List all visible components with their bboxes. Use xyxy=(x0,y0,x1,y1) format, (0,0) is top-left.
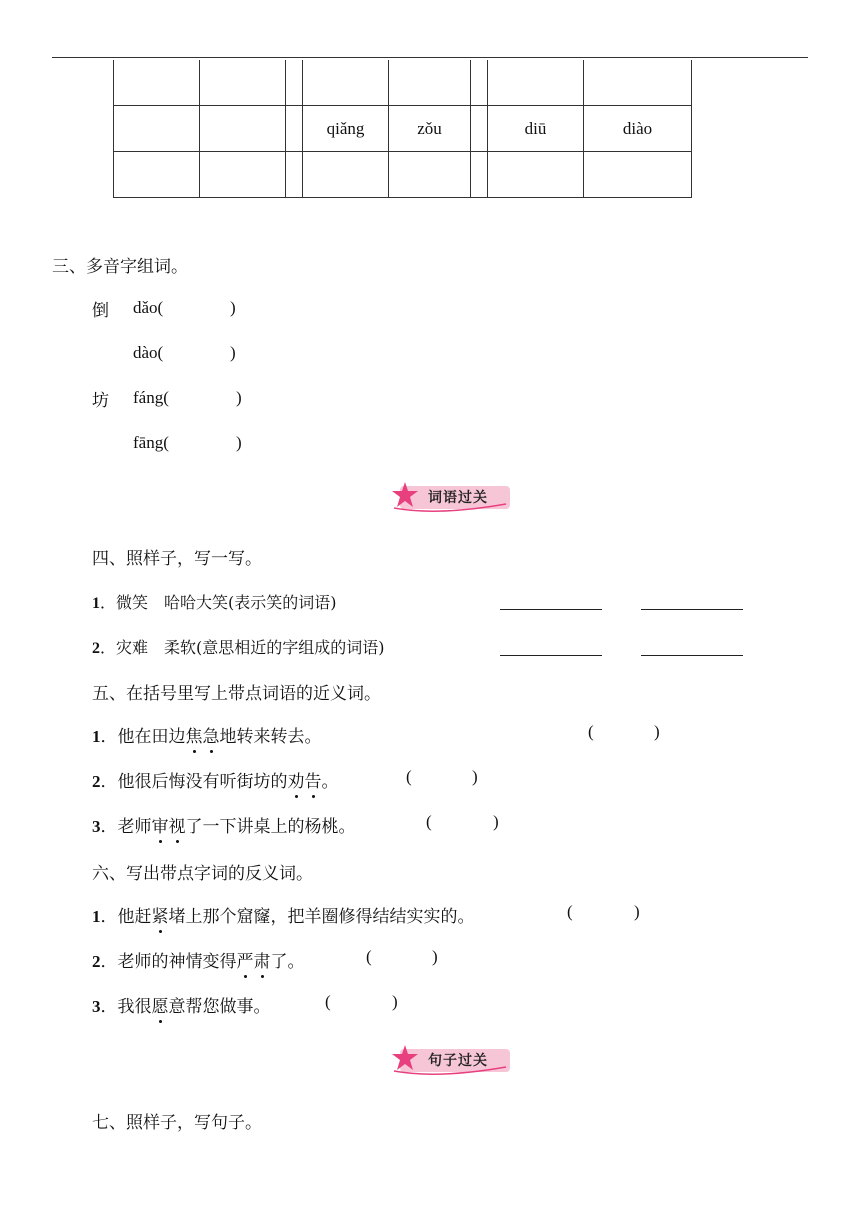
paren-open: ( xyxy=(567,902,573,921)
paren-open: ( xyxy=(406,767,412,786)
paren-close: ) xyxy=(392,992,398,1011)
list-item: 1．他在田边焦急地转来转去。 xyxy=(92,727,322,747)
table-row xyxy=(114,152,692,198)
paren-close: ) xyxy=(654,722,660,741)
polyphone-char: 坊 xyxy=(92,391,109,411)
pinyin-reading: fáng( xyxy=(133,388,169,407)
table-cell xyxy=(286,106,303,152)
dotted-char: 视 xyxy=(168,817,186,837)
list-item: 3．我很愿意帮您做事。 xyxy=(92,997,271,1017)
dotted-char: 严 xyxy=(236,952,254,972)
dotted-char: 审 xyxy=(151,817,169,837)
dotted-char: 紧 xyxy=(151,907,169,927)
table-cell xyxy=(200,106,286,152)
section-7-title: 七、照样子，写句子。 xyxy=(92,1113,262,1133)
table-cell: diū xyxy=(488,106,584,152)
answer-blank[interactable] xyxy=(641,655,743,656)
paren-close: ) xyxy=(472,767,478,786)
table-row xyxy=(114,60,692,106)
table-cell: qiǎng xyxy=(303,106,389,152)
pinyin-reading: dào( xyxy=(133,343,164,362)
table-cell xyxy=(471,106,488,152)
table-cell xyxy=(114,106,200,152)
section-4-title: 四、照样子，写一写。 xyxy=(92,549,262,569)
pinyin-table xyxy=(113,60,692,198)
pinyin-reading: dǎo( xyxy=(133,298,164,317)
list-item: 1．他赶紧堵上那个窟窿，把羊圈修得结结实实的。 xyxy=(92,907,475,927)
dotted-char: 急 xyxy=(202,727,220,747)
paren-open: ( xyxy=(588,722,594,741)
paren-open: ( xyxy=(426,812,432,831)
section-3-title: 三、多音字组词。 xyxy=(52,257,188,277)
answer-blank[interactable] xyxy=(641,609,743,610)
section-badge xyxy=(388,480,512,514)
list-item: 1．微笑 哈哈大笑(表示笑的词语) xyxy=(92,593,337,612)
dotted-char: 肃 xyxy=(253,952,271,972)
paren-close: ) xyxy=(230,298,236,317)
section-badge xyxy=(388,1043,512,1077)
paren-close: ) xyxy=(634,902,640,921)
paren-close: ) xyxy=(493,812,499,831)
list-item: 2．他很后悔没有听街坊的劝告。 xyxy=(92,772,339,792)
answer-blank[interactable] xyxy=(500,609,602,610)
dotted-char: 焦 xyxy=(185,727,203,747)
list-item: 2．灾难 柔软(意思相近的字组成的词语) xyxy=(92,638,385,657)
dotted-char: 劝 xyxy=(287,772,305,792)
table-row xyxy=(114,106,692,152)
paren-open: ( xyxy=(325,992,331,1011)
dotted-char: 愿 xyxy=(151,997,169,1017)
list-item: 3．老师审视了一下讲桌上的杨桃。 xyxy=(92,817,356,837)
paren-close: ) xyxy=(230,343,236,362)
top-rule xyxy=(52,57,808,58)
table-cell: diào xyxy=(584,106,692,152)
section-6-title: 六、写出带点字词的反义词。 xyxy=(92,864,313,884)
pinyin-reading: fāng( xyxy=(133,433,169,452)
paren-close: ) xyxy=(432,947,438,966)
badge-label: 词语过关 xyxy=(428,490,488,506)
table-cell: zǒu xyxy=(389,106,471,152)
paren-open: ( xyxy=(366,947,372,966)
polyphone-char: 倒 xyxy=(92,301,109,321)
list-item: 2．老师的神情变得严肃了。 xyxy=(92,952,305,972)
paren-close: ) xyxy=(236,433,242,452)
section-5-title: 五、在括号里写上带点词语的近义词。 xyxy=(92,684,381,704)
dotted-char: 告 xyxy=(304,772,322,792)
badge-label: 句子过关 xyxy=(428,1053,488,1069)
paren-close: ) xyxy=(236,388,242,407)
answer-blank[interactable] xyxy=(500,655,602,656)
